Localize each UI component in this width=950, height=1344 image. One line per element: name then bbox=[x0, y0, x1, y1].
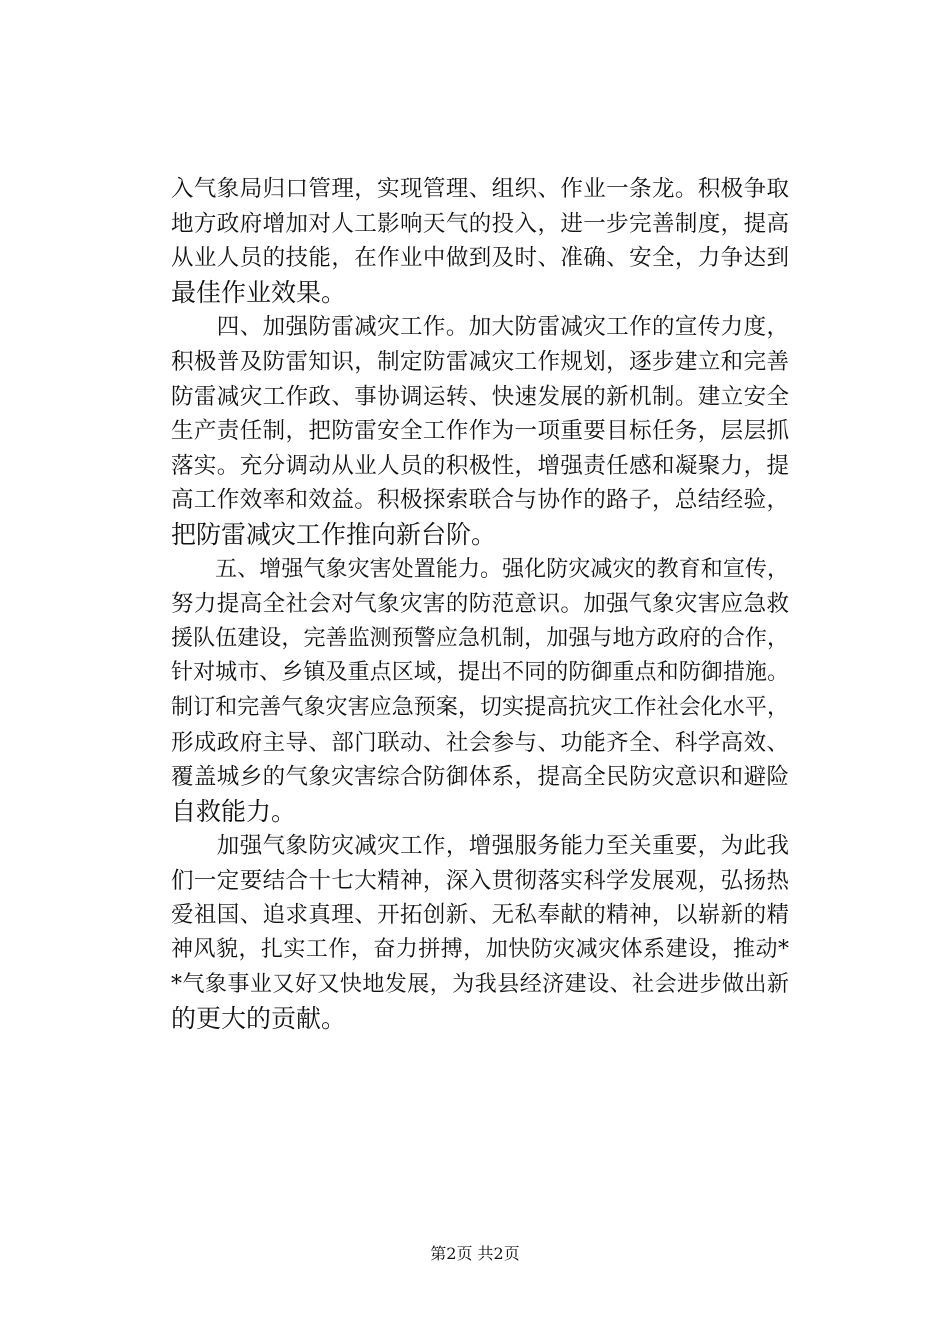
text-line: 入气象局归口管理，实现管理、组织、作业一条龙。积极争取 bbox=[171, 176, 789, 202]
text-line: 从业人员的技能，在作业中做到及时、准确、安全，力争达到 bbox=[171, 245, 789, 272]
text-line: 覆盖城乡的气象灾害综合防御体系，提高全民防灾意识和避险 bbox=[171, 764, 789, 791]
text-line: 自救能力。 bbox=[171, 796, 297, 826]
text-line: 落实。充分调动从业人员的积极性，增强责任感和凝聚力，提 bbox=[171, 452, 789, 479]
text-line: 的更大的贡献。 bbox=[171, 1004, 347, 1034]
text-line: 形成政府主导、部门联动、社会参与、功能齐全、科学高效、 bbox=[171, 729, 789, 756]
text-line: 五、增强气象灾害处置能力。强化防灾减灾的教育和宣传， bbox=[171, 556, 789, 582]
text-line: 四、加强防雷减灾工作。加大防雷减灾工作的宣传力度， bbox=[171, 314, 789, 341]
text-line: 最佳作业效果。 bbox=[171, 277, 347, 307]
text-line: 们一定要结合十七大精神，深入贯彻落实科学发展观，弘扬热 bbox=[171, 867, 789, 894]
text-line: 爱祖国、追求真理、开拓创新、无私奉献的精神，以崭新的精 bbox=[171, 902, 789, 929]
text-line: *气象事业又好又快地发展，为我县经济建设、社会进步做出新 bbox=[171, 971, 789, 997]
text-line: 积极普及防雷知识，制定防雷减灾工作规划，逐步建立和完善 bbox=[171, 348, 789, 375]
text-line: 防雷减灾工作政、事协调运转、快速发展的新机制。建立安全 bbox=[171, 383, 789, 410]
text-line: 加强气象防灾减灾工作，增强服务能力至关重要，为此我 bbox=[171, 833, 789, 860]
text-line: 神风貌，扎实工作，奋力拼搏，加快防灾减灾体系建设，推动* bbox=[171, 937, 789, 963]
page-number-label: 第2页 共2页 bbox=[430, 1244, 520, 1263]
text-line: 针对城市、乡镇及重点区域，提出不同的防御重点和防御措施。 bbox=[171, 660, 789, 686]
text-line: 生产责任制，把防雷安全工作作为一项重要目标任务，层层抓 bbox=[171, 418, 789, 445]
text-line: 高工作效率和效益。积极探索联合与协作的路子，总结经验， bbox=[171, 487, 789, 514]
text-line: 制订和完善气象灾害应急预案，切实提高抗灾工作社会化水平， bbox=[171, 694, 789, 720]
document-body bbox=[171, 172, 789, 1037]
text-line: 援队伍建设，完善监测预警应急机制，加强与地方政府的合作， bbox=[171, 625, 789, 651]
text-line: 努力提高全社会对气象灾害的防范意识。加强气象灾害应急救 bbox=[171, 591, 789, 618]
text-line: 地方政府增加对人工影响天气的投入，进一步完善制度，提高 bbox=[171, 210, 789, 237]
text-line: 把防雷减灾工作推向新台阶。 bbox=[171, 519, 497, 549]
page-footer bbox=[0, 1244, 950, 1264]
